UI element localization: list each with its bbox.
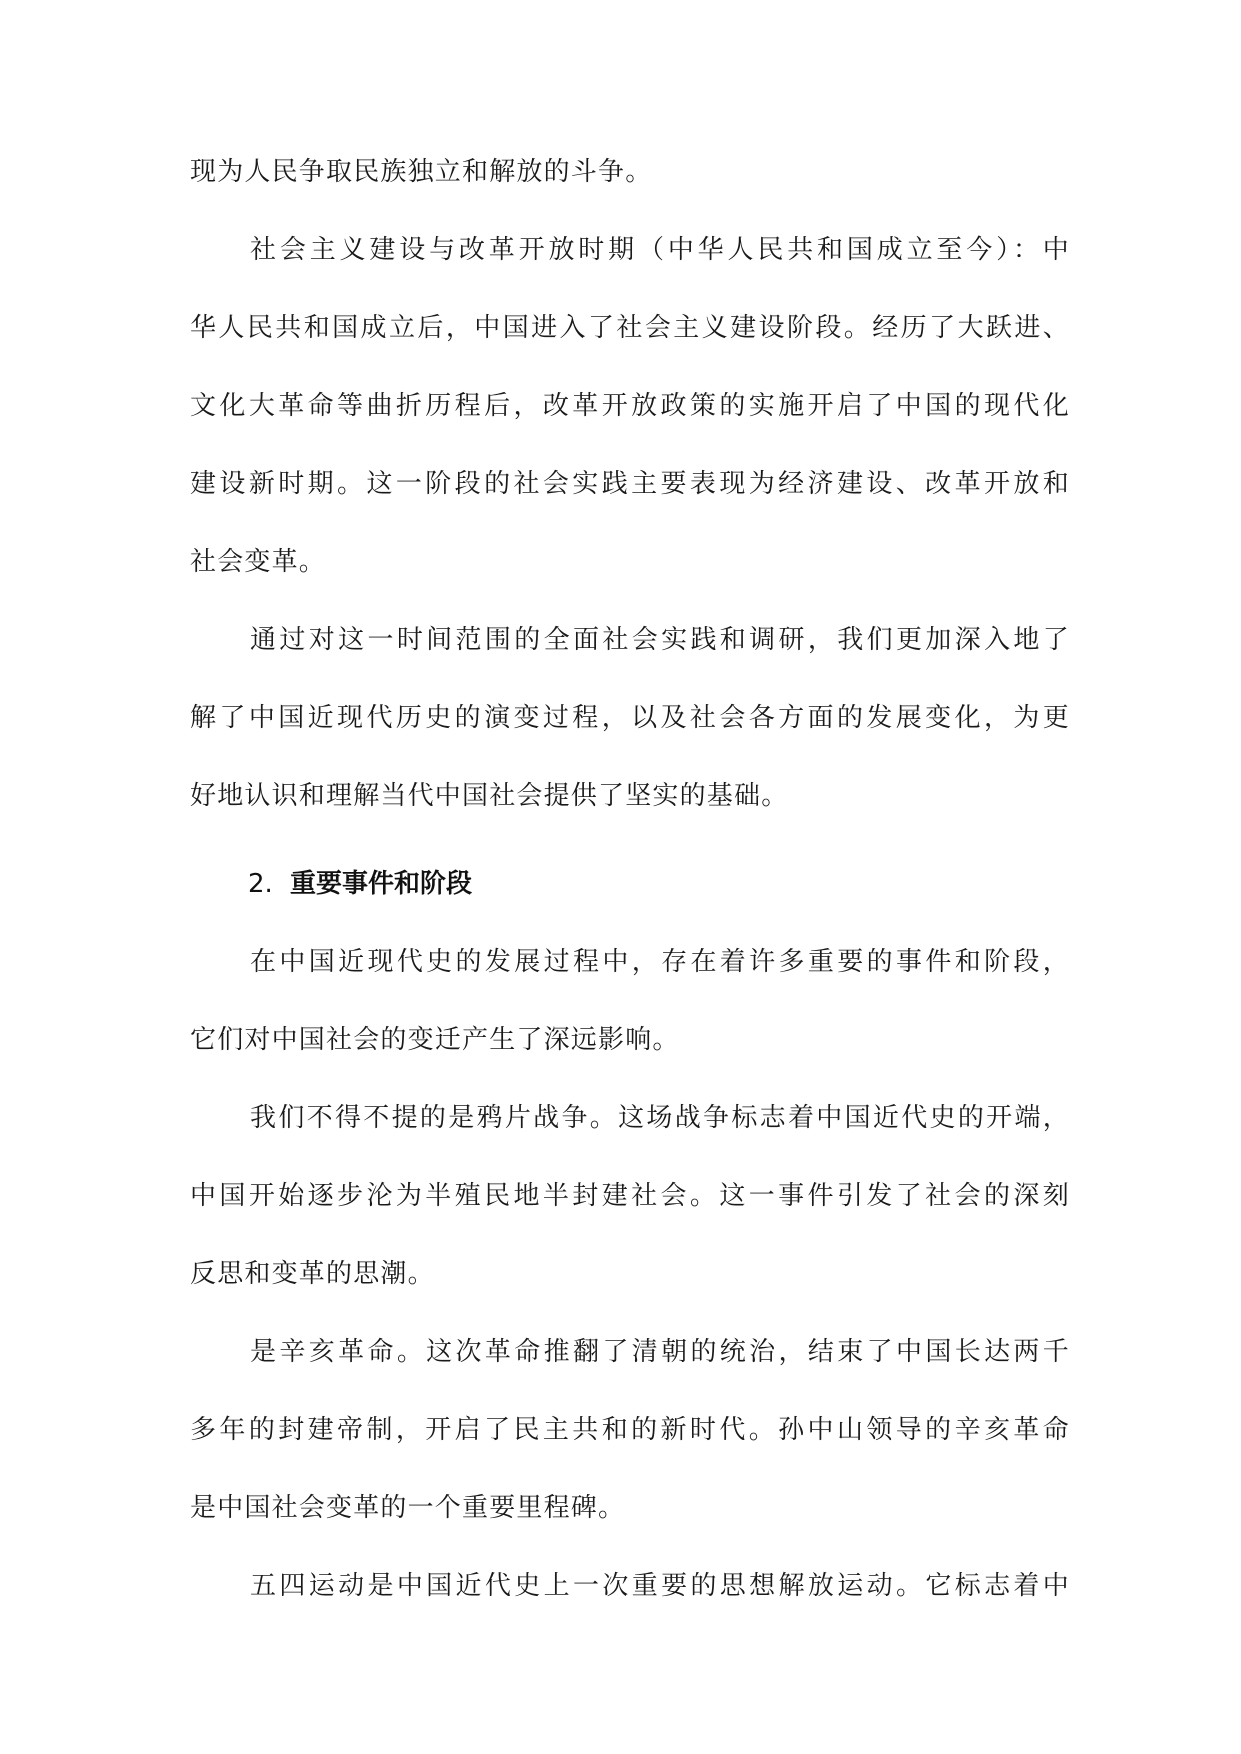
section-heading	[248, 862, 472, 906]
section-number: 2.	[248, 869, 273, 899]
paragraph-line: 中国开始逐步沦为半殖民地半封建社会。这一事件引发了社会的深刻	[190, 1181, 1070, 1211]
paragraph-line: 解了中国近现代历史的演变过程，以及社会各方面的发展变化，为更	[190, 703, 1070, 733]
paragraph-line: 通过对这一时间范围的全面社会实践和调研，我们更加深入地了	[250, 625, 1070, 655]
paragraph-line: 建设新时期。这一阶段的社会实践主要表现为经济建设、改革开放和	[190, 469, 1070, 499]
paragraph-line: 它们对中国社会的变迁产生了深远影响。	[190, 1025, 680, 1055]
paragraph-line: 是辛亥革命。这次革命推翻了清朝的统治，结束了中国长达两千	[250, 1337, 1070, 1367]
paragraph-line: 多年的封建帝制，开启了民主共和的新时代。孙中山领导的辛亥革命	[190, 1415, 1070, 1445]
paragraph-line: 五四运动是中国近代史上一次重要的思想解放运动。它标志着中	[250, 1571, 1070, 1601]
paragraph-line: 社会主义建设与改革开放时期（中华人民共和国成立至今）：中	[250, 235, 1070, 265]
paragraph-line: 是中国社会变革的一个重要里程碑。	[190, 1493, 626, 1523]
paragraph-line: 社会变革。	[190, 547, 327, 577]
paragraph-line: 反思和变革的思潮。	[190, 1259, 435, 1289]
section-title: 重要事件和阶段	[290, 869, 473, 899]
paragraph-line: 我们不得不提的是鸦片战争。这场战争标志着中国近代史的开端，	[250, 1103, 1070, 1133]
paragraph-line: 文化大革命等曲折历程后，改革开放政策的实施开启了中国的现代化	[190, 391, 1070, 421]
paragraph-line: 华人民共和国成立后，中国进入了社会主义建设阶段。经历了大跃进、	[190, 313, 1070, 343]
paragraph-line: 在中国近现代史的发展过程中，存在着许多重要的事件和阶段，	[250, 947, 1070, 977]
paragraph-line: 现为人民争取民族独立和解放的斗争。	[190, 157, 653, 187]
paragraph-line: 好地认识和理解当代中国社会提供了坚实的基础。	[190, 781, 789, 811]
